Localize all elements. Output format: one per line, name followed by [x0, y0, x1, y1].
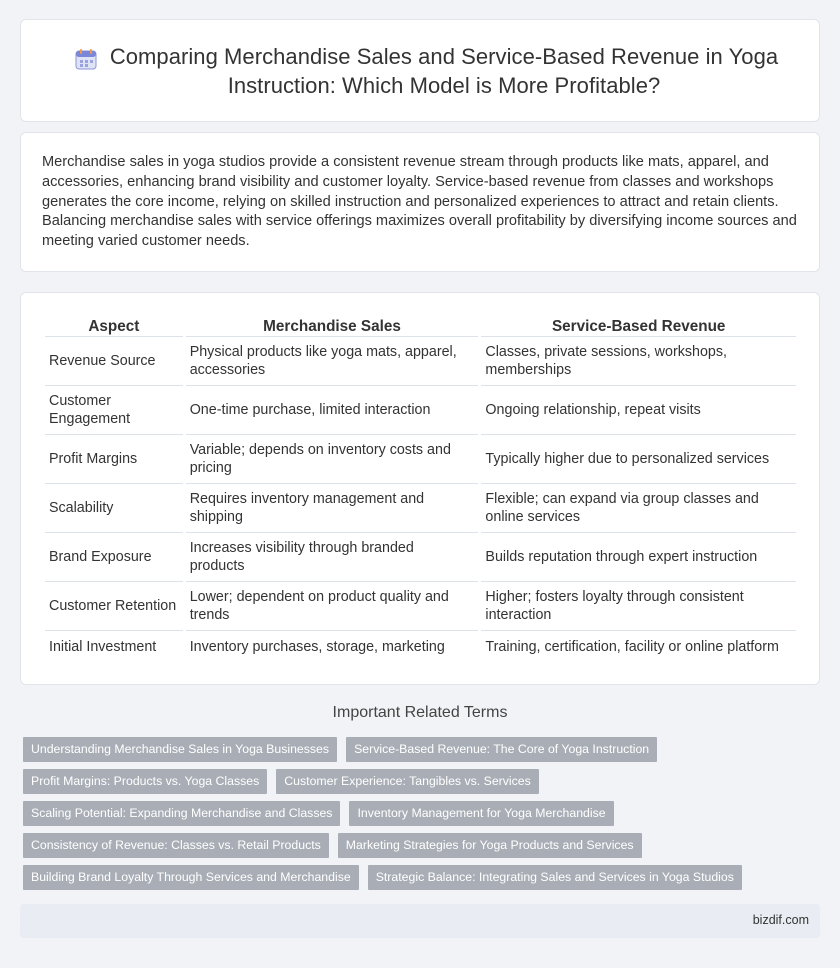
table-row	[45, 484, 796, 533]
service-cell: Training, certification, facility or online platform	[485, 638, 779, 655]
related-term-tag[interactable]: Understanding Merchandise Sales in Yoga Businesses	[23, 737, 337, 762]
merchandise-cell: Increases visibility through branded products	[186, 533, 479, 582]
aspect-cell: Customer Engagement	[45, 386, 183, 435]
aspect-cell: Brand Exposure	[45, 533, 183, 582]
footer-brand-link[interactable]: bizdif.com	[752, 913, 809, 927]
service-cell: Ongoing relationship, repeat visits	[481, 386, 796, 435]
page-title: Comparing Merchandise Sales and Service-Based Revenue in Yoga Instruction: Which Model is More Profitable?	[109, 43, 779, 98]
merchandise-cell: Variable; depends on inventory costs and pricing	[186, 435, 479, 484]
related-term-tag[interactable]: Inventory Management for Yoga Merchandise	[349, 801, 613, 826]
aspect-cell: Revenue Source	[45, 337, 183, 386]
related-term-tag[interactable]: Customer Experience: Tangibles vs. Services	[276, 769, 539, 794]
merchandise-cell: Inventory purchases, storage, marketing	[189, 638, 445, 655]
aspect-cell: Customer Retention	[45, 582, 183, 631]
related-term-tag[interactable]: Scaling Potential: Expanding Merchandise and Classes	[23, 801, 340, 826]
related-terms-list	[23, 737, 823, 897]
table-row	[45, 386, 796, 435]
service-cell: Flexible; can expand via group classes and online services	[481, 484, 796, 533]
footer	[20, 904, 820, 938]
service-cell: Classes, private sessions, workshops, memberships	[481, 337, 796, 386]
service-cell: Builds reputation through expert instruction	[481, 533, 796, 582]
intro-paragraph: Merchandise sales in yoga studios provide a consistent revenue stream through products like mats, apparel, and accessories, enhancing brand visibility and customer loyalty. Service-based revenue from classes and workshops generates the core income, relying on skilled instruction and personalized experiences to attract and retain clients. Balancing merchandise sales with service offerings maximizes overall profitability by diversifying income sources and meeting varied customer needs.	[42, 154, 797, 250]
comparison-table	[42, 315, 799, 662]
table-header-row	[45, 315, 796, 337]
table-row	[45, 337, 796, 386]
aspect-cell: Profit Margins	[45, 435, 183, 484]
table-row	[45, 631, 796, 662]
header-card	[20, 19, 820, 122]
service-cell: Typically higher due to personalized services	[481, 435, 796, 484]
merchandise-cell: Lower; dependent on product quality and trends	[186, 582, 479, 631]
comparison-table-card	[20, 292, 820, 685]
related-term-tag[interactable]: Consistency of Revenue: Classes vs. Retail Products	[23, 833, 329, 858]
aspect-cell: Scalability	[45, 484, 183, 533]
table-row	[45, 435, 796, 484]
table-row	[45, 582, 796, 631]
header-aspect: Aspect	[45, 315, 183, 337]
related-term-tag[interactable]: Profit Margins: Products vs. Yoga Classes	[23, 769, 267, 794]
intro-card	[20, 132, 820, 272]
related-term-tag[interactable]: Marketing Strategies for Yoga Products and Services	[338, 833, 642, 858]
related-term-tag[interactable]: Building Brand Loyalty Through Services and Merchandise	[23, 865, 359, 890]
service-cell: Higher; fosters loyalty through consistent interaction	[481, 582, 796, 631]
header-service-based-revenue: Service-Based Revenue	[481, 315, 796, 337]
related-term-tag[interactable]: Service-Based Revenue: The Core of Yoga Instruction	[346, 737, 657, 762]
related-term-tag[interactable]: Strategic Balance: Integrating Sales and Services in Yoga Studios	[368, 865, 742, 890]
aspect-cell: Initial Investment	[49, 638, 157, 655]
merchandise-cell: Requires inventory management and shipping	[186, 484, 479, 533]
merchandise-cell: One-time purchase, limited interaction	[186, 386, 479, 435]
header-merchandise-sales: Merchandise Sales	[186, 315, 479, 337]
table-row	[45, 533, 796, 582]
merchandise-cell: Physical products like yoga mats, apparel, accessories	[186, 337, 479, 386]
related-terms-title: Important Related Terms	[332, 704, 508, 721]
